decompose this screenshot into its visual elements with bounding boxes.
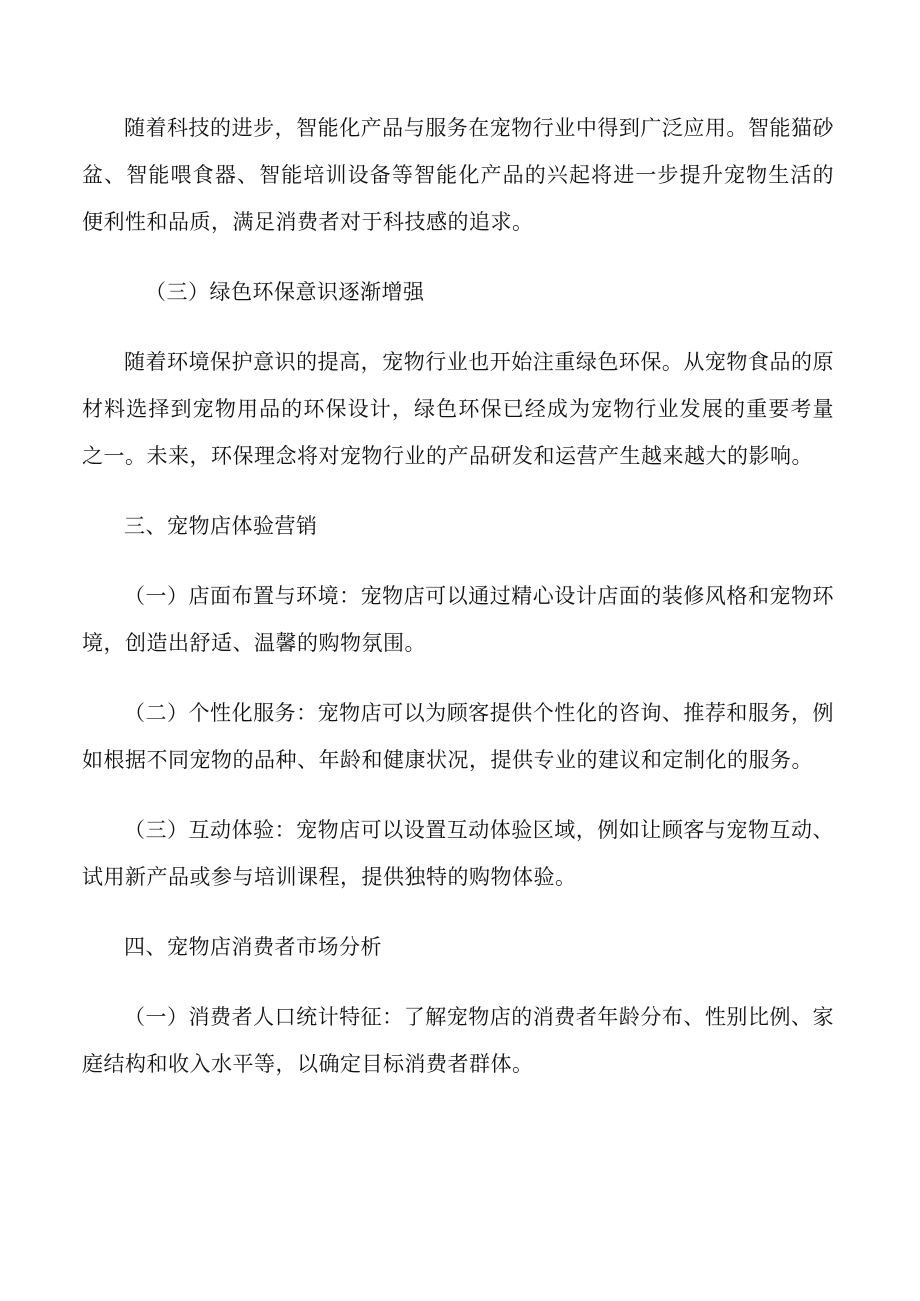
section-heading-experience-marketing: 三、宠物店体验营销 — [124, 514, 318, 538]
subheading-green-awareness: （三）绿色环保意识逐渐增强 — [145, 280, 425, 304]
paragraph-interactive-experience: （三）互动体验：宠物店可以设置互动体验区域，例如让顾客与宠物互动、试用新产品或参与培训课程，提供独特的购物体验。 — [82, 818, 834, 889]
paragraph-personalized-service: （二）个性化服务：宠物店可以为顾客提供个性化的咨询、推荐和服务，例如根据不同宠物的品种、年龄和健康状况，提供专业的建议和定制化的服务。 — [82, 701, 834, 772]
paragraph-green-environment: 随着环境保护意识的提高，宠物行业也开始注重绿色环保。从宠物食品的原材料选择到宠物用品的环保设计，绿色环保已经成为宠物行业发展的重要考量之一。未来，环保理念将对宠物行业的产品研发和运营产生越来越大的影响。 — [82, 350, 834, 468]
section-heading-consumer-market: 四、宠物店消费者市场分析 — [124, 935, 382, 959]
paragraph-demographics: （一）消费者人口统计特征：了解宠物店的消费者年龄分布、性别比例、家庭结构和收入水平等，以确定目标消费者群体。 — [82, 1005, 834, 1076]
paragraph-store-layout: （一）店面布置与环境：宠物店可以通过精心设计店面的装修风格和宠物环境，创造出舒适、温馨的购物氛围。 — [82, 584, 834, 655]
document-body — [82, 105, 834, 1111]
paragraph-smart-products: 随着科技的进步，智能化产品与服务在宠物行业中得到广泛应用。智能猫砂盆、智能喂食器、智能培训设备等智能化产品的兴起将进一步提升宠物生活的便利性和品质，满足消费者对于科技感的追求。 — [82, 116, 834, 234]
